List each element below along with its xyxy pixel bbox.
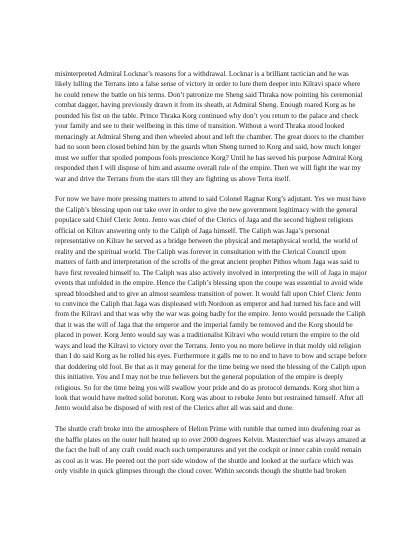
document-body [55,69,367,477]
paragraph: The shuttle craft broke into the atmosphere of Helion Prime with rumble that turned into deafening roar as the baffle plates on the outer hull heated up to over 2000 degrees Kelvin. Masterchief was always amazed at the fact the hull of any craft could reach such temperatures and yet the cockpit or inner cabin could remain as cool as it was. He peered out the port side window of the shuttle and looked at the surface which was only visible in quick glimpses through the cloud cover. Within seconds though the shuttle had broken [55,425,367,476]
paragraph: misinterpreted Admiral Locknar’s reasons for a withdrawal. Locknar is a brilliant tactician and he was likely lulling the Terrans into a false sense of victory in order to lure them deeper into Kilravi space where he could renew the battle on his terms. Don’t patronize me Sheng said Thraka now pointing his ceremonial combat dagger, having previously drawn it from its sheath, at Admiral Sheng. Enough roared Korg as he pounded his fist on the table. Prince Thraka Korg continued why don’t you return to the palace and check your family and see to their wellbeing in this time of transition. Without a word Thraka stood looked menacingly at Admiral Sheng and then wheeled about and left the chamber. The great doors to the chamber had no soon been closed behind him by the guards when Sheng turned to Korg and said, how much longer must we suffer that spoiled pompous fools prescience Korg? Until he has served his purpose Admiral Korg responded then I will dispose of him and assume overall rule of the empire. Then we will fight the war my war and drive the Terrans from the stars till they are fighting us above Terra itself. [55,70,364,183]
paragraph: For now we have more pressing matters to attend to said Colonel Ragnar Korg’s adjutant. Yes we must have the Caliph’s blessing upon our take over in order to give the new government legitimacy with the general populace said Chief Cleric Jento. Jento was chief of the Clerics of Jaga and the second highest religious official on Kilrav answering only to the Caliph of Jaga himself. The Caliph was Jaga’s personal representative on Kilrav he served as a bridge between the physical and metaphysical world, the world of reality and the spiritual world. The Caliph was forever in consultation with the Clerical Council upon matters of faith and interpretation of the scrolls of the great ancient prophet Pithos whom Jaga was said to have first revealed himself to. The Caliph was also actively involved in interpreting the will of Jaga in major events that unfolded in the empire. Hence the Caliph’s blessing upon the coupe was essential to avoid wide spread bloodshed and to give an almost seamless transition of power. It would fall upon Chief Cleric Jento to convince the Caliph that Jaga was displeased with Nordoon as emperor and had turned his face and will from the Kilravi and that was why the war was going badly for the empire. Jento would persuade the Caliph that it was the will of Jaga that the emperor and the imperial family be removed and the Korg should be placed in power. Korg Jento would say was a traditionalist Kilravi who would return the empire to the old ways and lead the Kilravi to victory over the Terrans. Jento you no more believe in that moldy old religion than I do said Korg as he rolled his eyes. Furthermore it galls me to no end to have to bow and scrape before that doddering old fool. Be that as it may general for the time being we need the blessing of the Caliph upon this initiative. You and I may not be true believers but the general population of the empire is deeply religious. So for the time being you will swallow your pride and do as protocol demands. Korg shot him a look that would have melted solid boroton. Korg was about to rebuke Jento but restrained himself. After all Jento would also be disposed of with rest of the Clerics after all was said and done. [55,195,367,413]
